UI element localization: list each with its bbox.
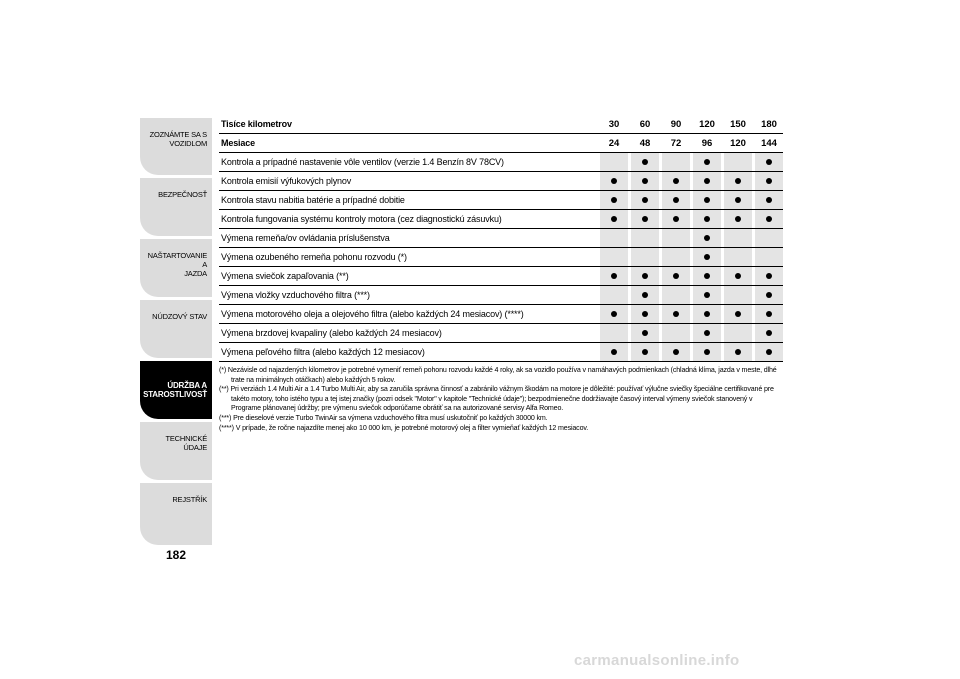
interval-cell [693,172,721,190]
interval-cell [755,286,783,304]
interval-cell [600,267,628,285]
interval-cell [662,153,690,171]
header-months-label: Mesiace [221,138,255,148]
bullet-icon [642,330,648,336]
tab-technicke-udaje[interactable] [140,422,212,480]
interval-cell [662,305,690,323]
table-row [219,210,783,229]
interval-cell [724,267,752,285]
bullet-icon [766,273,772,279]
km-cell: 60 [631,115,659,133]
bullet-icon [704,254,710,260]
months-cell: 120 [724,134,752,152]
interval-cell [631,324,659,342]
tab-nudzovy-stav[interactable] [140,300,212,358]
interval-cell [600,324,628,342]
km-cell: 150 [724,115,752,133]
months-cell: 48 [631,134,659,152]
page-number: 182 [166,548,187,562]
bullet-icon [611,311,617,317]
bullet-icon [704,311,710,317]
tab-rejstrik[interactable] [140,483,212,545]
tab-udrzba[interactable] [140,361,212,419]
tab-label: TECHNICKÉ ÚDAJE [165,434,207,452]
interval-cell [755,153,783,171]
interval-cell [755,229,783,247]
interval-cell [600,305,628,323]
bullet-icon [642,216,648,222]
footnote: (**) Pri verziách 1.4 Multi Air a 1.4 Turbo Multi Air, aby sa zaručila správna činnosť a zabránilo vážnym škodám na motore je dôležité: používať výlučne sviečky špeciálne certifikované pre takéto motory, toho istého typu a tej istej značky (pozri odsek "Motor" v kapitole "Technické údaje"); bezpodmienečne dodržiavajte časový interval výmeny sviečok stanovený v Programe plánovanej údržby; pre výmenu sviečok odporúčame obrátiť sa na autorizované servisy Alfa Romeo. [219,385,774,413]
interval-cell [755,324,783,342]
bullet-icon [611,197,617,203]
sidebar [140,118,212,548]
table-row [219,305,783,324]
interval-cell [631,172,659,190]
interval-cell [724,210,752,228]
interval-cell [693,267,721,285]
bullet-icon [611,273,617,279]
footnote: (*) Nezávisle od najazdených kilometrov je potrebné vymeniť remeň pohonu rozvodu každé 4 roky, ak sa vozidlo používa v namáhavých podmienkach (chladná klíma, jazda v meste, dlhé trate na minimálnych otáčkach) alebo každých 5 rokov. [219,366,777,384]
tab-label: NÚDZOVÝ STAV [152,312,207,321]
km-cell: 90 [662,115,690,133]
bullet-icon [766,178,772,184]
table-row [219,324,783,343]
table-row [219,267,783,286]
months-cell: 96 [693,134,721,152]
interval-cell [631,153,659,171]
interval-cell [631,248,659,266]
bullet-icon [642,349,648,355]
interval-cell [755,305,783,323]
interval-cell [600,343,628,361]
interval-cell [755,267,783,285]
interval-cell [755,210,783,228]
interval-cell [662,324,690,342]
bullet-icon [766,292,772,298]
interval-cell [693,324,721,342]
interval-cell [600,286,628,304]
km-cell: 30 [600,115,628,133]
bullet-icon [611,216,617,222]
bullet-icon [642,159,648,165]
bullet-icon [611,349,617,355]
bullet-icon [766,216,772,222]
table-row [219,286,783,305]
row-label: Výmena motorového oleja a olejového filtra (alebo každých 24 mesiacov) (****) [221,309,524,319]
tab-label: REJSTŘÍK [172,495,207,504]
bullet-icon [704,235,710,241]
interval-cell [755,172,783,190]
interval-cell [724,229,752,247]
tab-label: ZOZNÁMTE SA S VOZIDLOM [149,130,207,148]
interval-cell [755,191,783,209]
interval-cell [755,248,783,266]
bullet-icon [673,197,679,203]
interval-cell [600,210,628,228]
bullet-icon [642,273,648,279]
interval-cell [662,267,690,285]
interval-cell [631,210,659,228]
bullet-icon [673,349,679,355]
row-label: Kontrola fungovania systému kontroly motora (cez diagnostickú zásuvku) [221,214,502,224]
interval-cell [724,324,752,342]
row-label: Výmena vložky vzduchového filtra (***) [221,290,370,300]
km-cell: 180 [755,115,783,133]
row-label: Výmena peľového filtra (alebo každých 12 mesiacov) [221,347,425,357]
interval-cell [662,210,690,228]
interval-cell [693,286,721,304]
table-row [219,229,783,248]
tab-zoznamte-sa[interactable] [140,118,212,175]
interval-cell [631,267,659,285]
interval-cell [631,286,659,304]
bullet-icon [704,330,710,336]
interval-cell [662,191,690,209]
interval-cell [600,172,628,190]
row-label: Výmena sviečok zapaľovania (**) [221,271,349,281]
header-km-row [219,115,783,134]
km-cell: 120 [693,115,721,133]
interval-cell [631,305,659,323]
interval-cell [600,229,628,247]
interval-cell [600,248,628,266]
interval-cell [724,286,752,304]
header-km-label: Tisíce kilometrov [221,119,292,129]
interval-cell [693,191,721,209]
bullet-icon [766,159,772,165]
interval-cell [724,172,752,190]
row-label: Výmena brzdovej kvapaliny (alebo každých 24 mesiacov) [221,328,442,338]
tab-label: BEZPEČNOSŤ [158,190,207,199]
bullet-icon [704,159,710,165]
bullet-icon [642,178,648,184]
interval-cell [755,343,783,361]
tab-label: NAŠTARTOVANIE A JAZDA [147,251,207,278]
header-months-row [219,134,783,153]
bullet-icon [766,330,772,336]
interval-cell [693,153,721,171]
row-label: Kontrola emisií výfukových plynov [221,176,352,186]
interval-cell [724,248,752,266]
row-label: Kontrola a prípadné nastavenie vôle ventilov (verzie 1.4 Benzín 8V 78CV) [221,157,504,167]
interval-cell [662,172,690,190]
table-row [219,248,783,267]
row-label: Kontrola stavu nabitia batérie a prípadné dobitie [221,195,405,205]
row-label: Výmena ozubeného remeňa pohonu rozvodu (*) [221,252,407,262]
bullet-icon [735,311,741,317]
bullet-icon [704,197,710,203]
interval-cell [724,191,752,209]
interval-cell [662,286,690,304]
bullet-icon [673,311,679,317]
bullet-icon [735,273,741,279]
bullet-icon [611,178,617,184]
footnotes [219,366,779,433]
table-row [219,343,783,362]
bullet-icon [642,311,648,317]
bullet-icon [704,349,710,355]
bullet-icon [766,197,772,203]
interval-cell [600,191,628,209]
interval-cell [693,229,721,247]
bullet-icon [704,273,710,279]
table-body [219,153,783,362]
bullet-icon [704,292,710,298]
interval-cell [662,343,690,361]
interval-cell [631,229,659,247]
bullet-icon [766,349,772,355]
interval-cell [693,343,721,361]
interval-cell [631,343,659,361]
bullet-icon [673,273,679,279]
bullet-icon [673,178,679,184]
bullet-icon [766,311,772,317]
months-cell: 24 [600,134,628,152]
interval-cell [662,229,690,247]
interval-cell [662,248,690,266]
interval-cell [631,191,659,209]
months-cell: 72 [662,134,690,152]
bullet-icon [704,178,710,184]
table-row [219,172,783,191]
footnote: (****) V prípade, že ročne najazdíte menej ako 10 000 km, je potrebné motorový olej a filter vymieňať každých 12 mesiacov. [219,423,589,432]
bullet-icon [735,197,741,203]
interval-cell [693,248,721,266]
interval-cell [600,153,628,171]
interval-cell [724,305,752,323]
interval-cell [724,343,752,361]
bullet-icon [735,216,741,222]
tab-bezpecnost[interactable] [140,178,212,236]
bullet-icon [704,216,710,222]
tab-nastartovanie[interactable] [140,239,212,297]
bullet-icon [642,292,648,298]
tab-label: ÚDRŽBA A STAROSTLIVOSŤ [143,381,207,399]
footnote: (***) Pre dieselové verzie Turbo TwinAir sa výmena vzduchového filtra musí uskutočniť po každých 30000 km. [219,413,548,422]
months-cell: 144 [755,134,783,152]
bullet-icon [673,216,679,222]
watermark: carmanualsonline.info [574,652,740,669]
maintenance-table [219,115,783,362]
interval-cell [724,153,752,171]
bullet-icon [735,178,741,184]
table-row [219,191,783,210]
interval-cell [693,210,721,228]
table-row [219,153,783,172]
bullet-icon [735,349,741,355]
bullet-icon [642,197,648,203]
interval-cell [693,305,721,323]
row-label: Výmena remeňa/ov ovládania príslušenstva [221,233,390,243]
